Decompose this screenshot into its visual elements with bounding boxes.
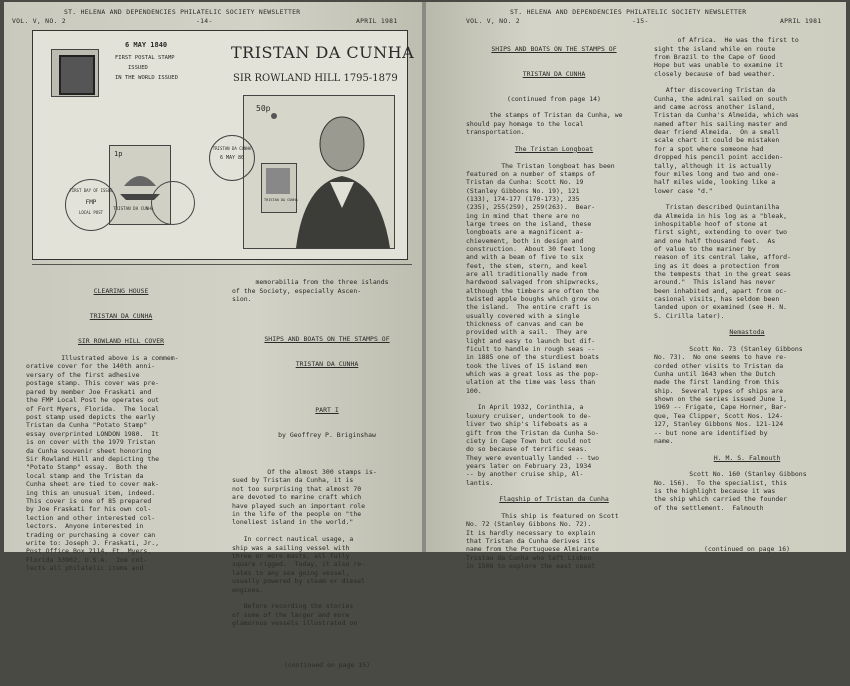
continued-note-right: (continued on page 16) — [703, 544, 791, 553]
flagship-heading: Flagship of Tristan da Cunha — [499, 495, 609, 504]
ships-continued-column — [466, 28, 642, 579]
ships-heading-2: TRISTAN DA CUNHA — [295, 360, 359, 369]
falmouth-body: Scott No. 160 (Stanley Gibbons No. 156). To the specialist, this is the highlight because it was the ship which carried the founder of the settlement. Falmouth — [654, 470, 807, 512]
left-page — [4, 2, 424, 669]
cancel-text: TRISTAN DA CUNHA — [212, 146, 252, 151]
longboat-heading: The Tristan Longboat — [514, 144, 594, 153]
part-heading: PART I — [315, 406, 339, 415]
penny-black-stamp — [51, 49, 99, 97]
divider-rule — [32, 264, 412, 265]
sheet-stamp-label: TRISTAN DA CUNHA — [264, 198, 298, 202]
sheet-value: 50p — [256, 104, 271, 113]
local-stamp-value: 1p — [114, 150, 123, 158]
newsletter-spread — [4, 2, 846, 669]
second-cancel-mark — [151, 181, 195, 225]
fdc-cancel-mark — [65, 179, 117, 231]
commemorative-cover — [32, 30, 415, 260]
first-stamp-line-3: IN THE WORLD ISSUED — [115, 75, 178, 81]
cover-date-text: 6 MAY 1840 — [125, 41, 168, 49]
longboat-body: The Tristan longboat has been featured on a number of stamps of Tristan da Cunha: Scott No. 19 (Stanley Gibbons No. 19), 121 (133), 174-177 (170-173), 235 (235), 255(259), 259(263). Bear- ing in mind that there are no large trees on the island, these longboats are a magnificent a- chievement, both in design and construction. About 30 feet long and with a beam of five to six feet, the stem, stern, and keel are all traditionally made from hardwood salvaged from shipwrecks, although the timbers are often the twisted apple boughs which grow on the island. The entire craft is usually covered with a single thickness of canvas and can be provided with a sail. They are light and easy to launch but dif- ficult to handle in rough seas -- in 1885 one of the sturdiest boats took the lives of 15 island men which was a great loss as the pop- ulation at the time was less than 100. In April 1932, Corinthia, a luxury cruiser, undertook to de- liver two ship's lifeboats as a gift from the Tristan da Cunha So- ciety in Cape Town but could not do so because of terrific seas. They were eventually landed -- two years later on February 23, 1934 -- by another cruise ship, Al- lantis. — [466, 161, 615, 487]
africa-text: of Africa. He was the first to sight the island while en route from Brazil to the Cape of Good Hope but was unable to examine it closely because of bad weather. After discovering Tristan da Cunha, the admiral sailed on south and came across another island, Tristan da Cunha's Almeida, which was named after his sailing master and dear friend Almeida. On a small scale chart it could be mistaken for a spot where someone had dropped his pencil point acciden- tally, although it is actually four miles long and two and one- half miles wide, looking like a lower case "d." Tristan described Quintanilha da Almeida in his log as a "bleak, inhospitable hoof of stone at first sight, extending to over two and one half thousand feet. As of value to the mariner by reason of its central lake, afford- ing as it does a protection from the tempests that in the great seas around." This island has never been inhabited and, apart from oc- casional visits, has seldom been landed upon or examined (see H. N. S. Cirilla later). — [654, 36, 799, 320]
local-transport-text: the stamps of Tristan da Cunha, we should pay homage to the local transportation. — [466, 111, 623, 137]
first-stamp-line-1: FIRST POSTAL STAMP — [115, 55, 175, 61]
first-stamp-line-2: ISSUED — [128, 65, 148, 71]
right-header-date: APRIL 1981 — [780, 17, 822, 25]
rowland-hill-heading: SIR ROWLAND HILL COVER — [77, 337, 165, 346]
clearing-house-heading: CLEARING HOUSE — [93, 286, 149, 295]
right-page-number: -15- — [632, 17, 649, 25]
tristan-cancel-mark — [209, 135, 255, 181]
cancel-date: 6 MAY 80 — [219, 155, 245, 161]
nemastoda-body: Scott No. 73 (Stanley Gibbons No. 73). No one seems to have re- corded other visits to Tristan da Cunha until 1643 when the Dutch made the first landing from this ship. Several types of ships are shown on the series issued June 1, 1969 -- Frigate, Cape Horner, Bar- que, Tea Clipper, Scott Nos. 124- 127, Stanley Gibbons Nos. 121-124 -- but none are identified by name. — [654, 345, 803, 445]
right-ships-heading-2: TRISTAN DA CUNHA — [522, 69, 586, 78]
left-page-number: -14- — [196, 17, 213, 25]
clearing-house-column — [26, 270, 216, 581]
left-header-vol: VOL. V, NO. 2 — [12, 17, 66, 25]
continued-note-left: (continued on page 15) — [283, 660, 371, 669]
cover-title: TRISTAN DA CUNHA — [231, 43, 415, 62]
flagship-body: This ship is featured on Scott No. 72 (Stanley Gibbons No. 72). It is hardly necessary to explain that Tristan da Cunha derives its name from the Portuguese Almirante Tristao da Cunha who left Lisbon in 1506 to explore the east coast — [466, 511, 619, 570]
right-header-title: ST. HELENA AND DEPENDENCIES PHILATELIC SOCIETY NEWSLETTER — [510, 8, 747, 16]
local-stamp-label: TRISTAN DA CUNHA — [113, 206, 154, 211]
sheet-inset-stamp — [261, 163, 297, 213]
falmouth-heading: H. M. S. Falmouth — [713, 453, 781, 462]
ships-boats-column — [232, 270, 422, 686]
continued-from: (continued from page 14) — [507, 94, 601, 103]
cover-subtitle: SIR ROWLAND HILL 1795-1879 — [233, 73, 398, 84]
right-header-vol: VOL. V, NO. 2 — [466, 17, 520, 25]
ships-body: Of the almost 300 stamps is- sued by Tristan da Cunha, it is not too surprising that almost 70 are devoted to marine craft which have played such an important role in the life of the people on "the loneliest island in the world." In correct nautical usage, a ship was a sailing vessel with three or more masts, all fully square rigged. Today, it also re- lates to any sea going vessel, usually powered by steam or diesel engines. Before recording the stories of some of the larger and more glamorous vessels illustrated on — [232, 467, 377, 628]
clearing-house-body: Illustrated above is a commem- orative cover for the 140th anni- versary of the first adhesive postage stamp. This cover was pre- pared by member Joe Fraskati and the FMP Local Post he operates out of Fort Myers, Florida. The local post stamp used depicts the early Tristan da Cunha "Potato Stamp" essay overprinted LONDON 1980. It is on cover with the 1979 Tristan da Cunha souvenir sheet honoring Sir Rowland Hill and depicting the "Potato Stamp" essay. Both the local stamp and the Tristan da Cunha sheet are tied to cover mak- ing this an unusual item, indeed. This cover is one of 85 prepared by Joe Fraskati for his own col- lection and other interested col- lectors. Anyone interested in trading or purchasing a cover can write to: Joseph J. Fraskati, Jr., Post Office Box 2114, Ft. Myers, Florida 33902, U.S.A. Joe col- lects all philatelic items and — [26, 354, 179, 573]
right-ships-heading-1: SHIPS AND BOATS ON THE STAMPS OF — [491, 44, 617, 53]
right-page — [426, 2, 846, 570]
right-second-column — [654, 28, 840, 570]
nemastoda-heading: Nemastoda — [729, 328, 765, 337]
left-header-title: ST. HELENA AND DEPENDENCIES PHILATELIC SOCIETY NEWSLETTER — [64, 8, 301, 16]
article-author: by Geoffrey P. Briginshaw — [278, 431, 376, 440]
ships-heading-1: SHIPS AND BOATS ON THE STAMPS OF — [264, 334, 390, 343]
local-post-text: LOCAL POST — [78, 210, 104, 215]
fmp-text: FMP — [85, 199, 97, 206]
fdc-text: FIRST DAY OF ISSUE — [69, 188, 113, 193]
memorabilia-intro: memorabilia from the three islands of the Society, especially Ascen- sion. — [232, 278, 389, 304]
tristan-heading: TRISTAN DA CUNHA — [89, 312, 153, 321]
left-header-date: APRIL 1981 — [356, 17, 398, 25]
